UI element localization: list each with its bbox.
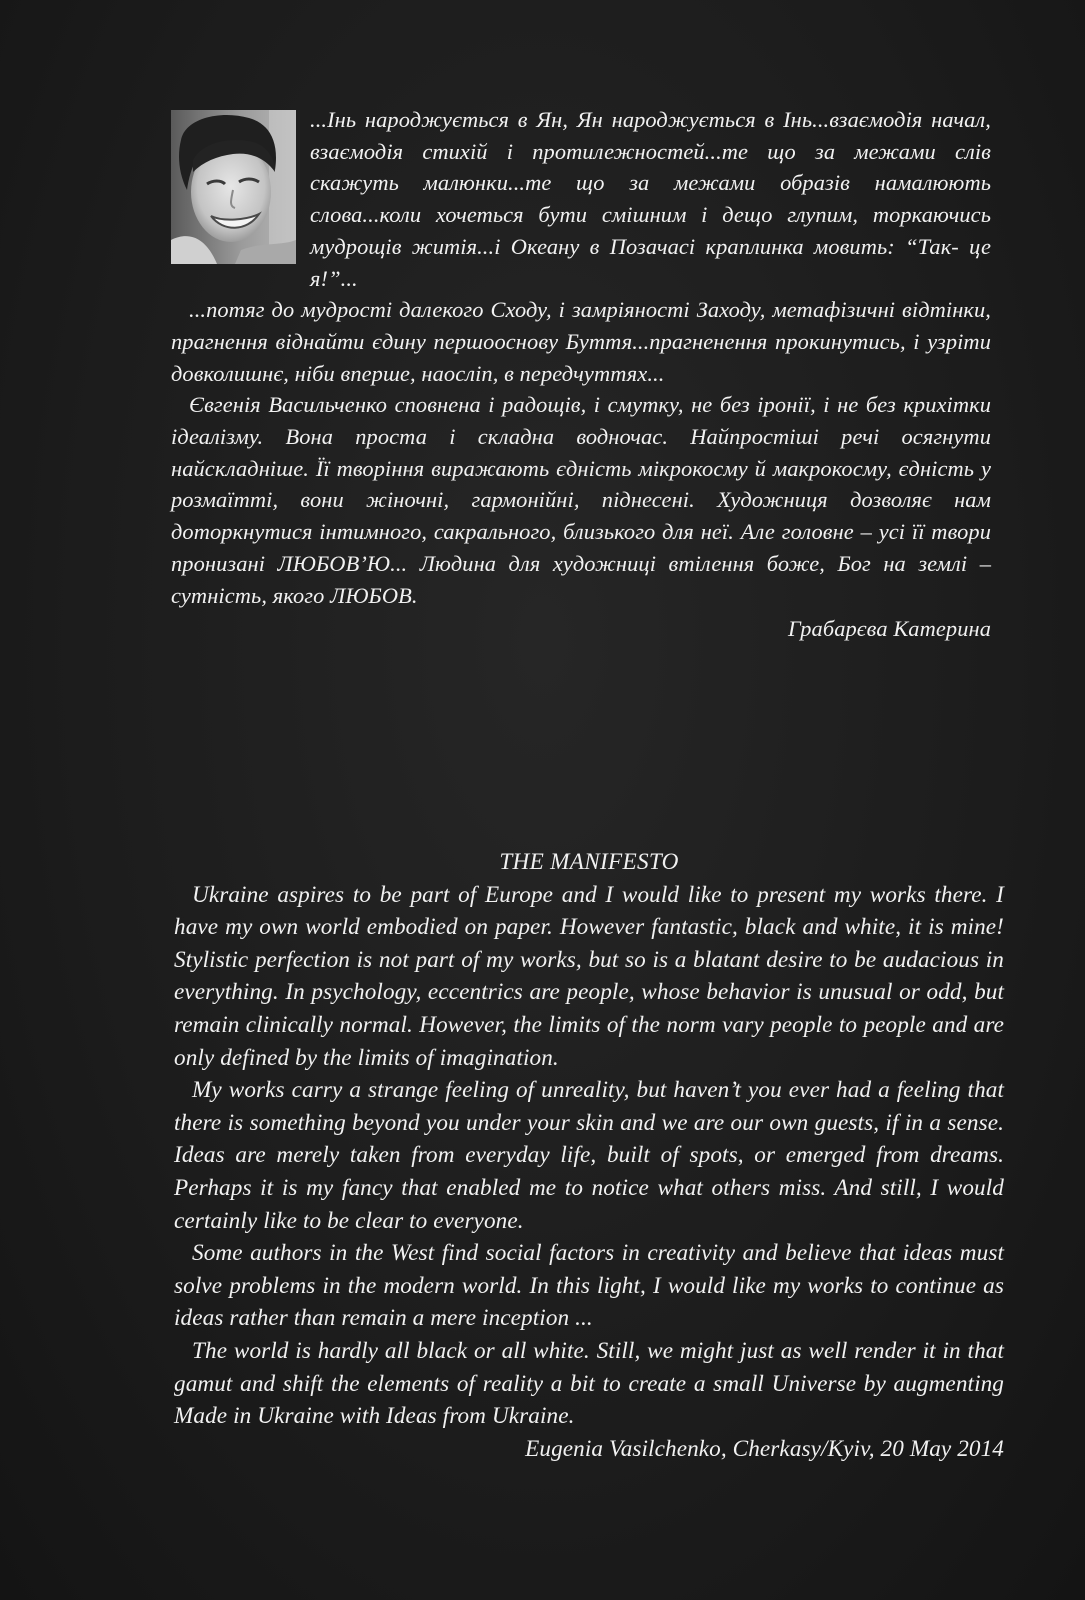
ukrainian-paragraph-1: ...Інь народжується в Ян, Ян народжується в Інь...взаємодія начал, взаємодія стихій і протилежностей...те що за межами слів скажуть малюнки...те що за межами образів намалюють слова...коли хочеться бути смішним і дещо глупим, торкаючись мудрощів житія...і Океану в Позачасі краплинка мовить: “Так- це я!”... (310, 107, 991, 291)
manifesto-paragraph-2: My works carry a strange feeling of unreality, but haven’t you ever had a feeling that there is something beyond you under your skin and we are our own guests, if in a sense. Ideas are merely taken from everyday life, built of spots, or emerged from dreams. Perhaps it is my fancy that enabled me to notice what others miss. And still, I would certainly like to be clear to everyone. (174, 1077, 1004, 1234)
ukrainian-paragraph-2: ...потяг до мудрості далекого Сходу, і замріяності Заходу, метафізичні відтінки, прагнення віднайти єдину першооснову Буття...прагненення прокинутись, і узріти довколишнє, ніби вперше, наосліп, в передчуттях... (171, 297, 991, 386)
portrait-illustration (171, 110, 296, 264)
ukrainian-paragraph-3: Євгенія Васильченко сповнена і радощів, і смутку, не без іронії, і не без крихітки ідеалізму. Вона проста і складна водночас. Найпростіші речі осягнути найскладніше. Її творіння виражають єдність мікрокосму й макрокосму, єдність у розмаїтті, вони жіночні, гармонійні, піднесені. Художниця дозволяє нам доторкнутися інтимного, сакрального, близького для неї. Але головне – усі її твори пронизані ЛЮБОВ’Ю... Людина для художниці втілення боже, Бог на землі – сутність, якого ЛЮБОВ. (171, 392, 991, 608)
manifesto-paragraph-3: Some authors in the West find social factors in creativity and believe that ideas must solve problems in the modern world. In this light, I would like my works to continue as ideas rather than remain a mere inception ... (174, 1240, 1004, 1332)
author-portrait-photo (171, 110, 296, 264)
ukrainian-signature: Грабарєва Катерина (788, 616, 991, 642)
manifesto-paragraph-1: Ukraine aspires to be part of Europe and I would like to present my works there. I have my own world embodied on paper. However fantastic, black and white, it is mine! Stylistic perfection is not part of my works, but so is a blatant desire to be audacious in everything. In psychology, eccentrics are people, whose behavior is unusual or odd, but remain clinically normal. However, the limits of the norm vary people to people and are only defined by the limits of imagination. (174, 881, 1004, 1071)
ukrainian-essay (171, 104, 991, 645)
manifesto-title: THE MANIFESTO (499, 849, 679, 875)
manifesto-signature: Eugenia Vasilchenko, Cherkasy/Kyiv, 20 May 2014 (525, 1435, 1004, 1462)
manifesto-section (174, 846, 1004, 1465)
manifesto-paragraph-4: The world is hardly all black or all white. Still, we might just as well render it in that gamut and shift the elements of reality a bit to create a small Universe by augmenting Made in Ukraine with Ideas from Ukraine. (174, 1337, 1004, 1430)
